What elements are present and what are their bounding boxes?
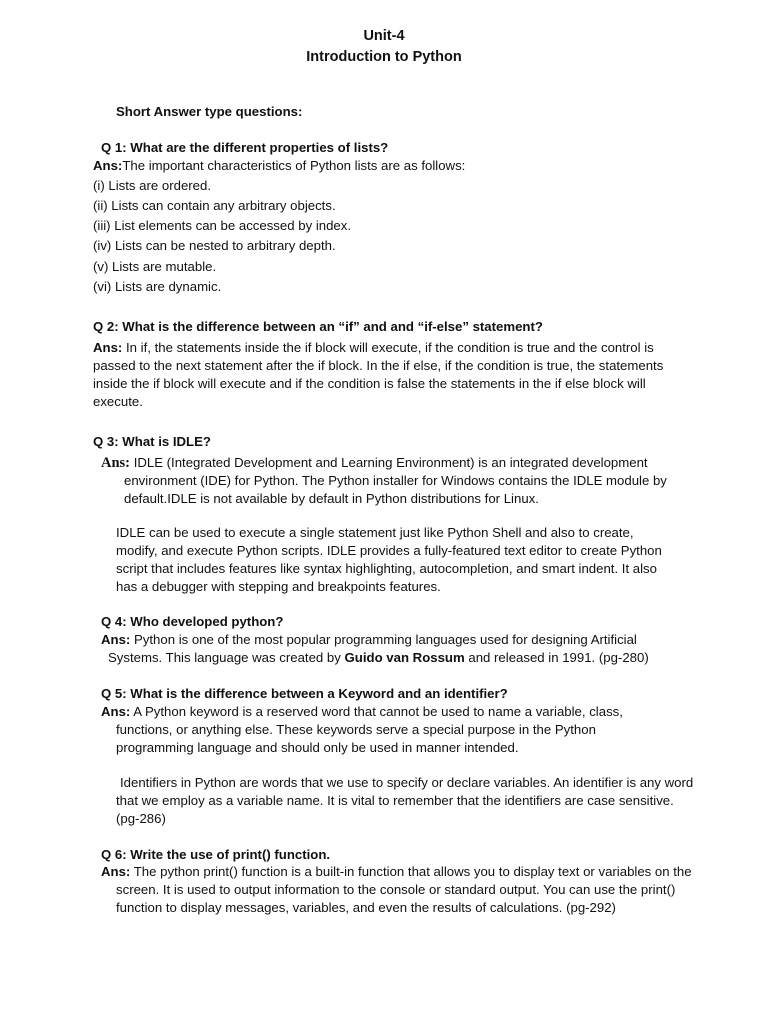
answer-text: The python print() function is a built-in function that allows you to display text or variables on the screen. It is used to output information to the console or standard output. You can use the print() function to display messages, variables, and even the results of calculations. (pg-292) bbox=[116, 864, 692, 915]
answer-text: Python is one of the most popular programming languages used for designing Artificial Systems. This language was created by bbox=[108, 632, 637, 665]
question-2: Q 2: What is the difference between an “if” and and “if-else” statement? bbox=[93, 319, 543, 334]
list-item: (iii) List elements can be accessed by index. bbox=[93, 218, 352, 233]
question-1: Q 1: What are the different properties of lists? bbox=[101, 140, 389, 155]
answer-label: Ans: bbox=[93, 340, 123, 355]
answer-label: Ans: bbox=[101, 455, 131, 471]
list-item: (v) Lists are mutable. bbox=[93, 259, 217, 274]
answer-text: The important characteristics of Python lists are as follows: bbox=[122, 158, 466, 173]
question-6: Q 6: Write the use of print() function. bbox=[101, 847, 331, 862]
question-4: Q 4: Who developed python? bbox=[101, 614, 284, 629]
list-item: (i) Lists are ordered. bbox=[93, 178, 211, 193]
list-item: (vi) Lists are dynamic. bbox=[93, 279, 222, 294]
answer-1-intro bbox=[93, 157, 465, 175]
answer-4 bbox=[101, 631, 693, 667]
question-3: Q 3: What is IDLE? bbox=[93, 434, 211, 449]
answer-5-p1 bbox=[101, 703, 676, 757]
unit-heading: Unit-4 bbox=[363, 28, 405, 44]
list-item: (iv) Lists can be nested to arbitrary depth. bbox=[93, 238, 336, 253]
answer-3-p2: IDLE can be used to execute a single statement just like Python Shell and also to create, modify, and execute Python scripts. IDLE provides a fully-featured text editor to create Python script that includes features like syntax highlighting, autocompletion, and smart indent. It also has a debugger with stepping and breakpoints features. bbox=[116, 525, 662, 594]
answer-highlight: Guido van Rossum bbox=[344, 650, 465, 665]
answer-label: Ans: bbox=[101, 704, 131, 719]
answer-label: Ans: bbox=[101, 864, 131, 879]
answer-5-p2: Identifiers in Python are words that we use to specify or declare variables. An identifier is any word that we employ as a variable name. It is vital to remember that the identifiers are case sensitive. (pg-286) bbox=[116, 775, 694, 826]
answer-text: A Python keyword is a reserved word that cannot be used to name a variable, class, functions, or anything else. These keywords serve a special purpose in the Python programming language and should only be used in manner intended. bbox=[116, 704, 623, 755]
answer-6 bbox=[101, 863, 701, 917]
question-5: Q 5: What is the difference between a Keyword and an identifier? bbox=[101, 686, 508, 701]
answer-2 bbox=[93, 339, 698, 411]
answer-text: and released in 1991. (pg-280) bbox=[464, 650, 649, 665]
answer-label: Ans: bbox=[93, 158, 123, 173]
list-item: (ii) Lists can contain any arbitrary objects. bbox=[93, 198, 336, 213]
answer-text: In if, the statements inside the if block will execute, if the condition is true and the control is passed to the next statement after the if block. In the if else, if the condition is true, the statements inside the if block will execute and if the condition is false the statements in the if else block will execute. bbox=[93, 340, 664, 409]
section-heading: Short Answer type questions: bbox=[116, 104, 303, 119]
answer-text: IDLE (Integrated Development and Learning Environment) is an integrated development environment (IDE) for Python. The Python installer for Windows contains the IDLE module by default.IDLE is not available by default in Python distributions for Linux. bbox=[124, 455, 667, 506]
answer-3-p1 bbox=[101, 454, 699, 508]
answer-label: Ans: bbox=[101, 632, 131, 647]
page-title: Introduction to Python bbox=[306, 49, 462, 65]
